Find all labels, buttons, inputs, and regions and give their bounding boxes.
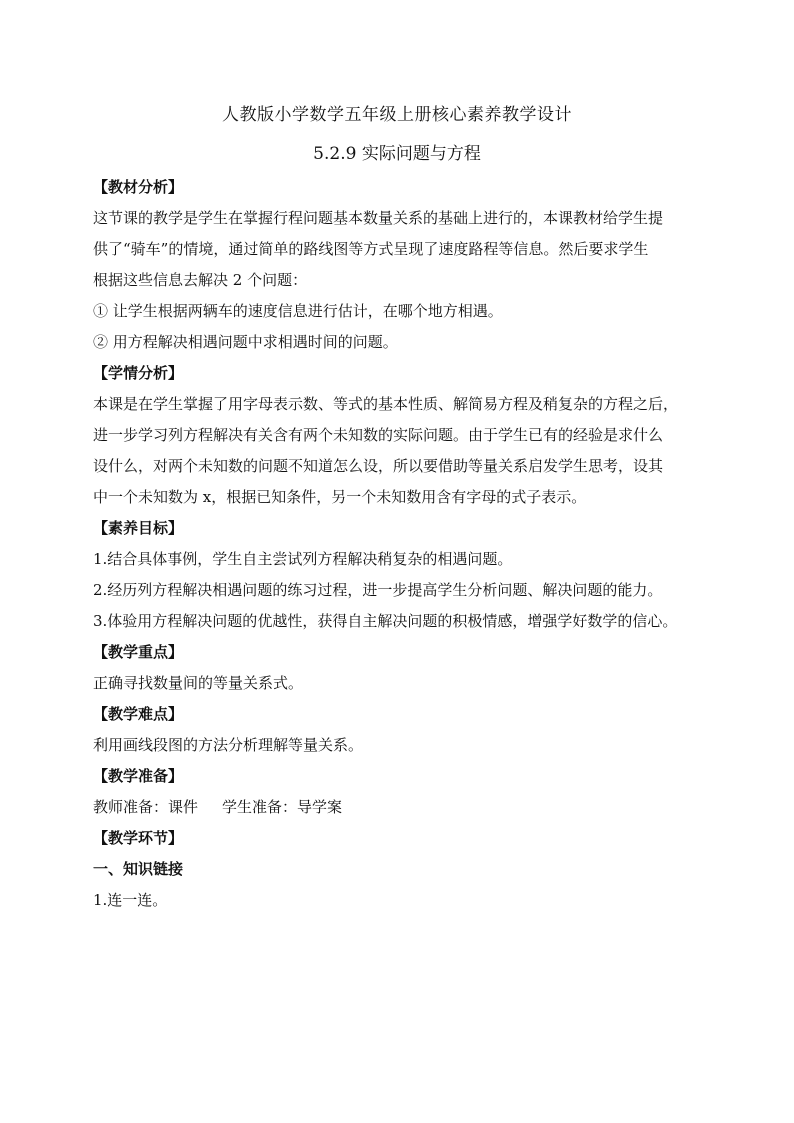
paragraph-line: 设什么，对两个未知数的问题不知道怎么设，所以要借助等量关系启发学生思考，设其 bbox=[93, 457, 664, 475]
paragraph-line: 供了“骑车”的情境，通过简单的路线图等方式呈现了速度路程等信息。然后要求学生 bbox=[93, 240, 649, 258]
section-heading-key-points: 【教学重点】 bbox=[93, 643, 184, 661]
section-heading-preparation: 【教学准备】 bbox=[93, 767, 184, 785]
list-item: 2.经历列方程解决相遇问题的练习过程，进一步提高学生分析问题、解决问题的能力。 bbox=[93, 581, 663, 599]
section-key-points bbox=[93, 637, 701, 699]
paragraph-line: 1.连一连。 bbox=[93, 891, 168, 909]
paragraph-line: 中一个未知数为 x，根据已知条件，另一个未知数用含有字母的式子表示。 bbox=[93, 488, 587, 506]
document-subtitle: 5.2.9 实际问题与方程 bbox=[313, 144, 481, 164]
section-heading-difficult-points: 【教学难点】 bbox=[93, 705, 184, 723]
section-heading-textbook-analysis: 【教材分析】 bbox=[93, 178, 184, 196]
section-teaching-steps bbox=[93, 823, 701, 916]
section-preparation bbox=[93, 761, 701, 823]
list-item: ① 让学生根据两辆车的速度信息进行估计，在哪个地方相遇。 bbox=[93, 302, 503, 320]
paragraph-line: 利用画线段图的方法分析理解等量关系。 bbox=[93, 736, 364, 754]
document-title: 人教版小学数学五年级上册核心素养教学设计 bbox=[222, 105, 572, 125]
paragraph-line: 这节课的教学是学生在掌握行程问题基本数量关系的基础上进行的，本课教材给学生提 bbox=[93, 209, 664, 227]
list-item: ② 用方程解决相遇问题中求相遇时间的问题。 bbox=[93, 333, 398, 351]
paragraph-line: 本课是在学生掌握了用字母表示数、等式的基本性质、解简易方程及稍复杂的方程之后， bbox=[93, 395, 679, 413]
section-difficult-points bbox=[93, 699, 701, 761]
list-item: 3.体验用方程解决问题的优越性，获得自主解决问题的积极情感，增强学好数学的信心。 bbox=[93, 612, 678, 630]
paragraph-line: 根据这些信息去解决 2 个问题： bbox=[93, 271, 308, 289]
teacher-preparation: 教师准备：课件 bbox=[93, 798, 199, 816]
section-heading-teaching-steps: 【教学环节】 bbox=[93, 829, 184, 847]
section-student-analysis bbox=[93, 358, 701, 513]
section-textbook-analysis bbox=[93, 172, 701, 358]
paragraph-line: 进一步学习列方程解决有关含有两个未知数的实际问题。由于学生已有的经验是求什么 bbox=[93, 426, 664, 444]
section-literacy-goals bbox=[93, 513, 701, 637]
section-heading-literacy-goals: 【素养目标】 bbox=[93, 519, 184, 537]
student-preparation: 学生准备：导学案 bbox=[222, 798, 343, 816]
list-item: 1.结合具体事例，学生自主尝试列方程解决稍复杂的相遇问题。 bbox=[93, 550, 513, 568]
preparation-line bbox=[93, 792, 701, 823]
paragraph-line: 正确寻找数量间的等量关系式。 bbox=[93, 674, 304, 692]
section-heading-student-analysis: 【学情分析】 bbox=[93, 364, 184, 382]
part-one-title: 一、知识链接 bbox=[93, 860, 184, 878]
